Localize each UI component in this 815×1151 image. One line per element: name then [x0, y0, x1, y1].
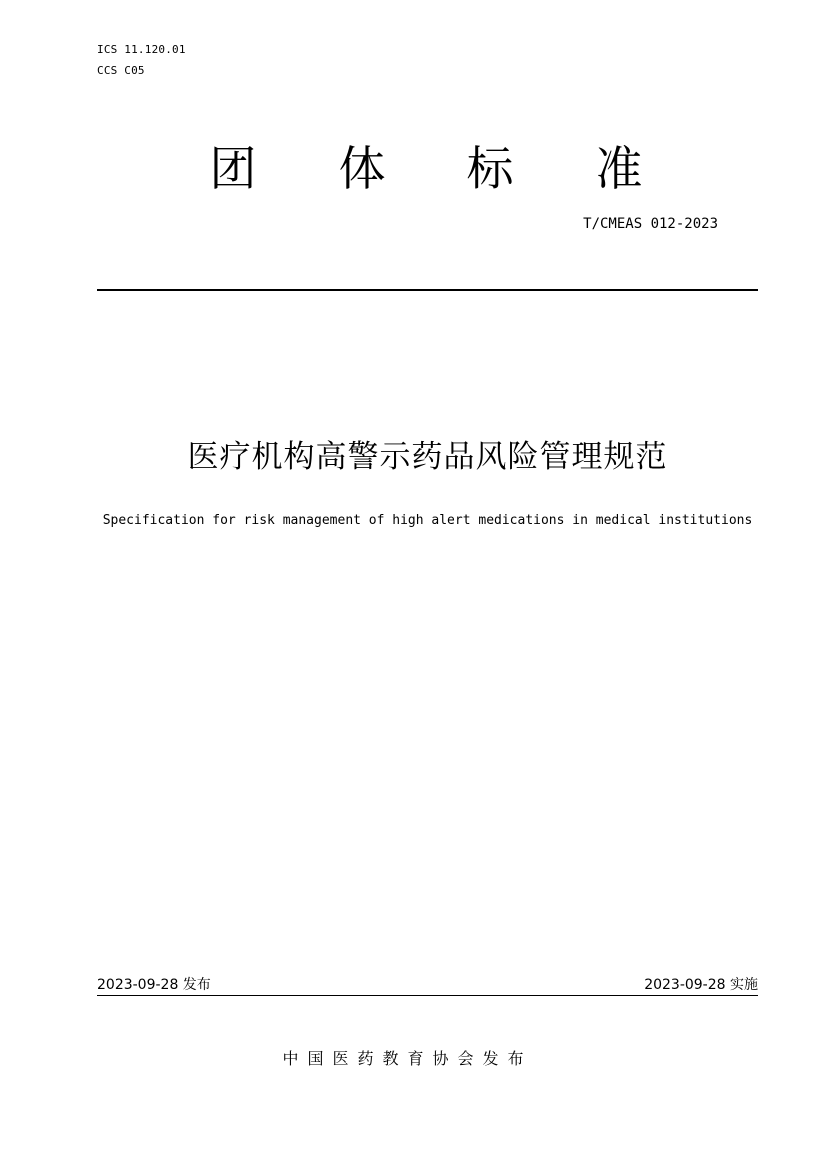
publisher: 中国医药教育协会发布 [282, 1049, 533, 1068]
standard-type-char: 团 [209, 142, 257, 197]
document-title-chinese: 医疗机构高警示药品风险管理规范 [187, 439, 668, 475]
document-title-english: Specification for risk management of high alert medications in medical institutions [102, 513, 753, 528]
standard-type-char: 标 [466, 142, 514, 197]
header-divider [97, 289, 758, 291]
issue-date: 2023-09-28 发布 [97, 977, 211, 993]
standard-number: T/CMEAS 012-2023 [583, 216, 718, 232]
standard-type-heading [0, 138, 815, 202]
ics-code: ICS 11.120.01 [97, 43, 186, 56]
standard-type-char: 体 [338, 142, 386, 197]
implementation-date: 2023-09-28 实施 [644, 977, 758, 993]
footer-divider [97, 995, 758, 996]
standard-type-char: 准 [595, 142, 643, 197]
ccs-code: CCS C05 [97, 64, 145, 77]
